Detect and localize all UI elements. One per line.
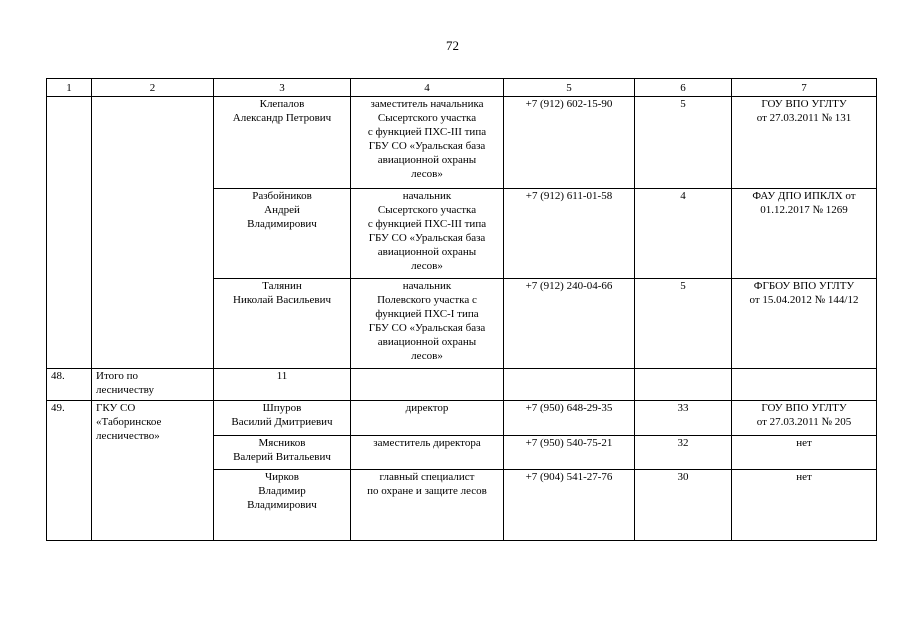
position-cell: главный специалист по охране и защите лесов: [351, 470, 504, 541]
name-cell: Разбойников Андрей Владимирович: [214, 189, 351, 279]
experience-cell: 30: [635, 470, 732, 541]
position-cell: заместитель директора: [351, 436, 504, 470]
position-cell: директор: [351, 401, 504, 436]
phone-cell: +7 (950) 540-75-21: [504, 436, 635, 470]
organization-cell: ГКУ СО «Таборинское лесничество»: [92, 401, 214, 541]
education-cell: ГОУ ВПО УГЛТУ от 27.03.2011 № 205: [732, 401, 877, 436]
name-cell: Талянин Николай Васильевич: [214, 279, 351, 369]
experience-cell: 33: [635, 401, 732, 436]
position-cell: начальник Сысертского участка с функцией ПХС-III типа ГБУ СО «Уральская база авиационной охраны лесов»: [351, 189, 504, 279]
education-cell: нет: [732, 436, 877, 470]
position-cell: начальник Полевского участка с функцией ПХС-I типа ГБУ СО «Уральская база авиационной охраны лесов»: [351, 279, 504, 369]
education-cell: ФАУ ДПО ИПКЛХ от 01.12.2017 № 1269: [732, 189, 877, 279]
total-count-cell: 11: [214, 369, 351, 401]
education-cell: ГОУ ВПО УГЛТУ от 27.03.2011 № 131: [732, 97, 877, 189]
experience-cell: 4: [635, 189, 732, 279]
table-row: [47, 401, 877, 436]
experience-cell: 5: [635, 279, 732, 369]
phone-cell: +7 (912) 611-01-58: [504, 189, 635, 279]
staff-table: [46, 78, 877, 541]
organization-cell: Итого по лесничеству: [92, 369, 214, 401]
page-number: 72: [446, 38, 459, 53]
column-number: 7: [732, 79, 877, 97]
table-row-total: [47, 369, 877, 401]
education-cell: ФГБОУ ВПО УГЛТУ от 15.04.2012 № 144/12: [732, 279, 877, 369]
position-cell: заместитель начальника Сысертского участка с функцией ПХС-III типа ГБУ СО «Уральская база авиационной охраны лесов»: [351, 97, 504, 189]
experience-cell: 5: [635, 97, 732, 189]
column-number: 1: [47, 79, 92, 97]
position-cell: [351, 369, 504, 401]
organization-cell: [92, 97, 214, 369]
phone-cell: [504, 369, 635, 401]
column-number-row: [47, 79, 877, 97]
column-number: 5: [504, 79, 635, 97]
table-row: [47, 97, 877, 189]
phone-cell: +7 (904) 541-27-76: [504, 470, 635, 541]
phone-cell: +7 (912) 602-15-90: [504, 97, 635, 189]
row-number-cell: 49.: [47, 401, 92, 541]
name-cell: Чирков Владимир Владимирович: [214, 470, 351, 541]
name-cell: Шпуров Василий Дмитриевич: [214, 401, 351, 436]
experience-cell: [635, 369, 732, 401]
row-number-cell: 48.: [47, 369, 92, 401]
phone-cell: +7 (912) 240-04-66: [504, 279, 635, 369]
column-number: 6: [635, 79, 732, 97]
column-number: 2: [92, 79, 214, 97]
name-cell: Клепалов Александр Петрович: [214, 97, 351, 189]
name-cell: Мясников Валерий Витальевич: [214, 436, 351, 470]
row-number-cell: [47, 97, 92, 369]
phone-cell: +7 (950) 648-29-35: [504, 401, 635, 436]
education-cell: нет: [732, 470, 877, 541]
experience-cell: 32: [635, 436, 732, 470]
column-number: 3: [214, 79, 351, 97]
education-cell: [732, 369, 877, 401]
column-number: 4: [351, 79, 504, 97]
